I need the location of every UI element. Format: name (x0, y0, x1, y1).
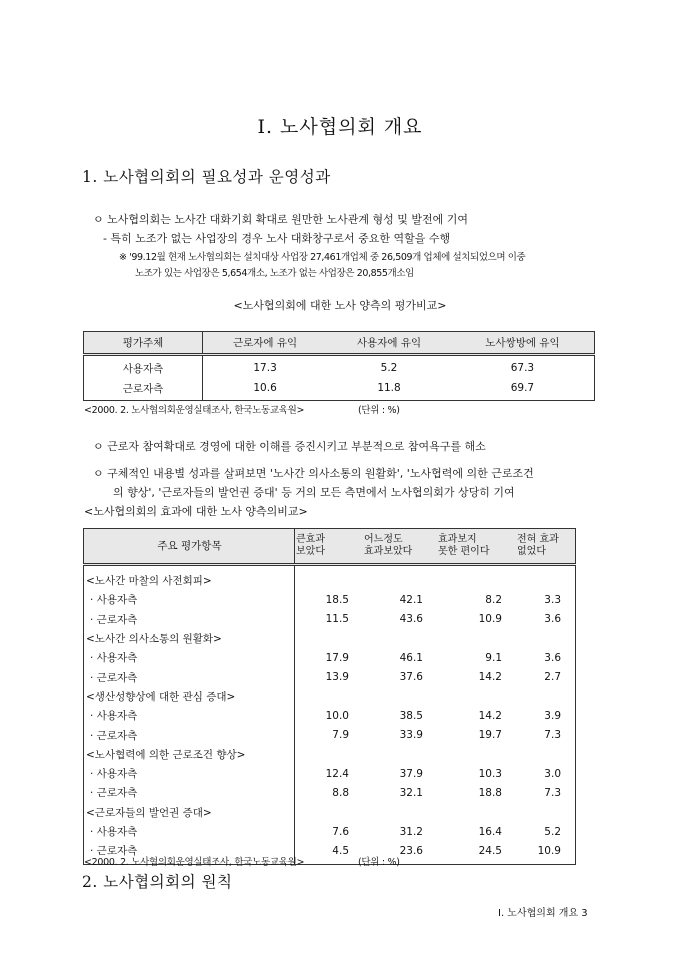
table-row (84, 378, 595, 401)
section1-heading: 1. 노사협의회의 필요성과 운영성과 (82, 168, 331, 186)
empty-cell (295, 803, 364, 822)
column-header-line: 없었다 (517, 546, 546, 557)
table-cell: 69.7 (510, 382, 535, 394)
table2-source: <2000. 2. 노사협의회운영실태조사, 한국노동교육원> (84, 857, 305, 868)
table-header-row (84, 529, 576, 565)
bullet-2: ㅇ 근로자 참여확대로 경영에 대한 이해를 증진시키고 부분적으로 참여욕구를 해소 (93, 440, 486, 453)
row-label: · 근로자측 (84, 667, 295, 686)
table-cell: 14.2 (478, 709, 502, 722)
table-cell: 10.6 (253, 382, 277, 394)
table-cell: 3.9 (544, 709, 561, 722)
empty-cell (516, 745, 576, 764)
group-row (84, 629, 576, 648)
table-row (84, 590, 576, 609)
empty-cell (363, 629, 437, 648)
row-label: 사용자측 (84, 355, 203, 379)
table2-caption: <노사협의회의 효과에 대한 노사 양측의비교> (84, 505, 308, 518)
table-cell: 12.4 (325, 767, 349, 780)
row-label: · 근로자측 (84, 610, 295, 629)
bullet-3-line-2: 의 향상', '근로자들의 발언권 증대' 등 거의 모든 측면에서 노사협의회가 상당히 기여 (113, 486, 515, 499)
table-cell: 37.6 (399, 671, 423, 684)
group-title: <노사간 의사소통의 원활화> (84, 629, 295, 648)
column-header (437, 529, 516, 565)
table-cell: 37.9 (399, 767, 423, 780)
table-cell: 33.9 (399, 729, 423, 742)
bullet-1: ㅇ 노사협의회는 노사간 대화기회 확대로 원만한 노사관계 형성 및 발전에 기여 (93, 213, 468, 226)
table-cell: 46.1 (399, 651, 423, 664)
group-row (84, 803, 576, 822)
column-header-line: 보았다 (296, 546, 325, 557)
row-label: · 근로자측 (84, 841, 295, 865)
column-header (363, 529, 437, 565)
table-cell: 3.0 (544, 767, 561, 780)
table-cell: 17.9 (325, 651, 349, 664)
table-cell: 7.6 (332, 825, 349, 838)
column-header-line: 전혀 효과 (517, 534, 559, 545)
table-row (84, 822, 576, 841)
row-label: · 사용자측 (84, 764, 295, 783)
note-line-2: 노조가 있는 사업장은 5,654개소, 노조가 없는 사업장은 20,855개소임 (135, 268, 414, 279)
column-header: 노사쌍방에 유익 (451, 332, 595, 355)
table-cell: 3.6 (544, 651, 561, 664)
table-cell: 19.7 (478, 729, 502, 742)
effect-table-body (84, 565, 576, 865)
row-label: · 사용자측 (84, 706, 295, 725)
table-cell: 7.3 (544, 786, 561, 799)
table-cell: 2.7 (544, 671, 561, 684)
group-row (84, 745, 576, 764)
table-cell: 16.4 (478, 825, 502, 838)
row-label: · 근로자측 (84, 725, 295, 744)
empty-cell (437, 745, 516, 764)
table-cell: 23.6 (399, 844, 423, 857)
table-cell: 31.2 (399, 825, 423, 838)
empty-cell (363, 745, 437, 764)
row-label: 근로자측 (84, 378, 203, 401)
effect-table (83, 528, 576, 865)
table-cell: 43.6 (399, 613, 423, 626)
table-cell: 7.3 (544, 729, 561, 742)
table-cell: 8.2 (485, 593, 502, 606)
column-header: 근로자에 유익 (203, 332, 328, 355)
table-cell: 18.8 (478, 786, 502, 799)
evaluation-table (83, 331, 595, 401)
table-row (84, 783, 576, 802)
table-cell: 3.6 (544, 613, 561, 626)
column-header-text: 주요 평가항목 (157, 540, 222, 552)
row-label: · 근로자측 (84, 783, 295, 802)
group-row (84, 687, 576, 706)
table-cell: 38.5 (399, 709, 423, 722)
table-cell: 67.3 (510, 362, 535, 374)
row-label: · 사용자측 (84, 648, 295, 667)
table-cell: 4.5 (332, 844, 349, 857)
column-header: 평가주체 (84, 332, 203, 355)
table-cell: 42.1 (399, 593, 423, 606)
table-cell: 8.8 (332, 786, 349, 799)
empty-cell (516, 687, 576, 706)
chapter-title: Ⅰ. 노사협의회 개요 (257, 116, 423, 138)
dash-item-1: - 특히 노조가 없는 사업장의 경우 노사 대화창구로서 중요한 역할을 수행 (103, 232, 451, 245)
group-title: <노사협력에 의한 근로조건 향상> (84, 745, 295, 764)
group-title: <생산성향상에 대한 관심 증대> (84, 687, 295, 706)
column-header (84, 529, 295, 565)
empty-cell (516, 565, 576, 591)
empty-cell (516, 629, 576, 648)
table-row (84, 764, 576, 783)
table2-unit: (단위 : %) (358, 857, 400, 868)
empty-cell (295, 565, 364, 591)
empty-cell (437, 565, 516, 591)
section2-heading: 2. 노사협의회의 원칙 (82, 873, 233, 891)
column-header-line: 효과보았다 (364, 546, 413, 557)
table-cell: 18.5 (325, 593, 349, 606)
group-row (84, 565, 576, 591)
column-header-line: 어느정도 (364, 534, 403, 545)
table-cell: 7.9 (332, 729, 349, 742)
table-cell: 10.3 (478, 767, 502, 780)
column-header: 사용자에 유익 (327, 332, 451, 355)
column-header-line: 못한 편이다 (438, 546, 490, 557)
table-cell: 24.5 (478, 844, 502, 857)
table-cell: 10.9 (478, 613, 502, 626)
table-cell: 11.5 (325, 613, 349, 626)
empty-cell (437, 803, 516, 822)
table-row (84, 610, 576, 629)
empty-cell (516, 803, 576, 822)
page-footer: Ⅰ. 노사협의회 개요 3 (498, 908, 588, 919)
table1-unit: (단위 : %) (358, 405, 400, 416)
table-cell: 32.1 (399, 786, 423, 799)
table-cell: 14.2 (478, 671, 502, 684)
empty-cell (295, 687, 364, 706)
empty-cell (437, 687, 516, 706)
note-line-1: ※ '99.12월 현재 노사협의회는 설치대상 사업장 27,461개업체 중 26,509개 업체에 설치되었으며 이중 (119, 252, 526, 263)
table-row (84, 725, 576, 744)
table1-caption: <노사협의회에 대한 노사 양측의 평가비교> (233, 299, 447, 312)
row-label: · 사용자측 (84, 822, 295, 841)
row-label: · 사용자측 (84, 590, 295, 609)
empty-cell (363, 803, 437, 822)
table-cell: 13.9 (325, 671, 349, 684)
table-header-row (84, 332, 595, 355)
table-cell: 17.3 (253, 362, 277, 374)
table-cell: 10.9 (537, 844, 561, 857)
table-cell: 5.2 (380, 362, 398, 374)
group-title: <근로자들의 발언권 증대> (84, 803, 295, 822)
table-cell: 3.3 (544, 593, 561, 606)
column-header (295, 529, 364, 565)
table-row (84, 667, 576, 686)
empty-cell (295, 629, 364, 648)
empty-cell (437, 629, 516, 648)
table-row (84, 648, 576, 667)
empty-cell (363, 687, 437, 706)
column-header (516, 529, 576, 565)
table-row (84, 355, 595, 379)
bullet-3-line-1: ㅇ 구체적인 내용별 성과를 살펴보면 '노사간 의사소통의 원활화', '노사협력에 의한 근로조건 (93, 467, 534, 480)
column-header-line: 효과보지 (438, 534, 477, 545)
table-cell: 10.0 (325, 709, 349, 722)
table-cell: 5.2 (544, 825, 561, 838)
table-cell: 9.1 (485, 651, 502, 664)
empty-cell (295, 745, 364, 764)
group-title: <노사간 마찰의 사전회피> (84, 565, 295, 591)
empty-cell (363, 565, 437, 591)
column-header-line: 큰효과 (296, 534, 325, 545)
table-cell: 11.8 (377, 382, 401, 394)
table1-source: <2000. 2. 노사협의회운영실태조사, 한국노동교육원> (84, 405, 305, 416)
table-row (84, 706, 576, 725)
